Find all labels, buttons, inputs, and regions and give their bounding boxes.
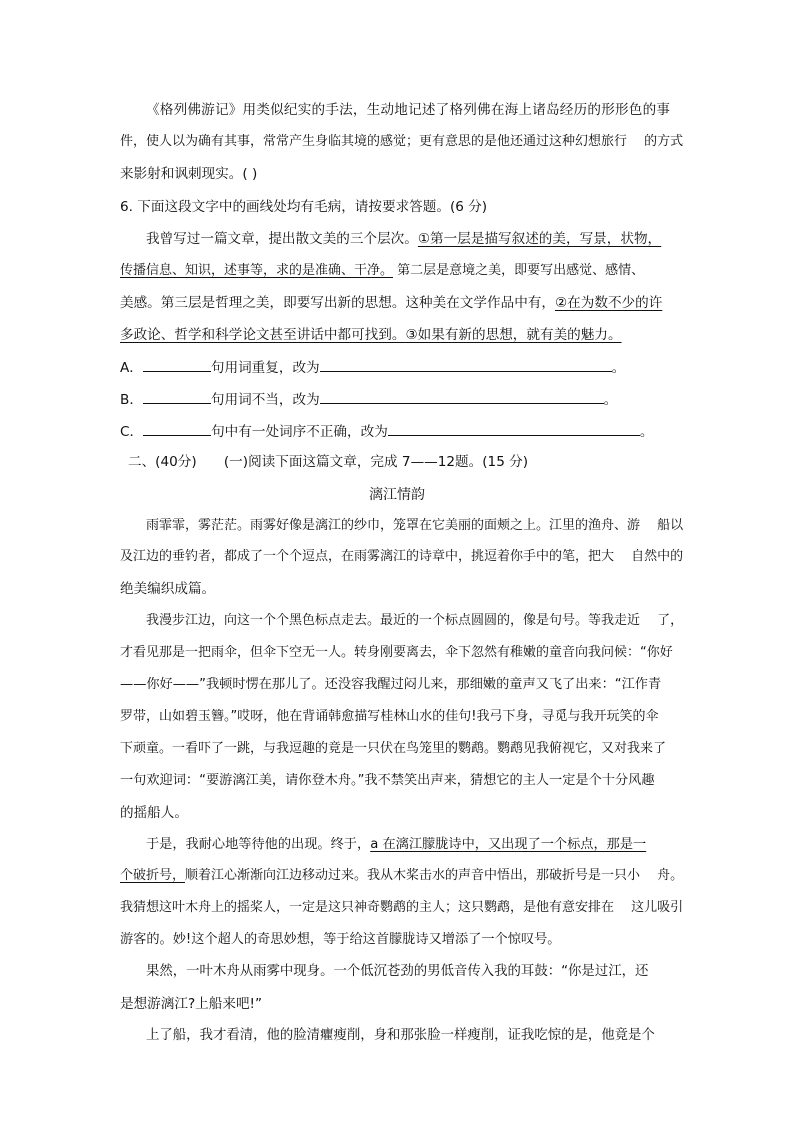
article-para-2-line-1: 我漫步江边，向这一个个黑色标点走去。最近的一个标点圆圆的，像是句号。等我走近 了，	[146, 613, 684, 628]
q6-answer-a	[120, 357, 625, 378]
q6-underline-2-cont: 多政论、哲学和科学论文甚至讲话中都可找到。	[120, 327, 406, 343]
answer-end: 。	[603, 392, 618, 408]
article-para-2-line-7: 的摇船人。	[120, 805, 188, 821]
q6-underline-3: ③如果有新的思想，就有美的魅力。	[405, 327, 622, 343]
article-para-2-line-6: 一句欢迎词：“要游漓江美，请你登木舟。”我不禁笑出声来，猜想它的主人一定是个十分风趣	[120, 773, 655, 788]
p5-line-1: 《格列佛游记》用类似纪实的手法，生动地记述了格列佛在海上诸岛经历的形形色的事	[146, 102, 671, 118]
article-para-4-line-1: 果然，一叶木舟从雨雾中现身。一个低沉苍劲的男低音传入我的耳鼓：“你是过江，还	[146, 964, 649, 979]
answer-c-blank-2[interactable]	[388, 421, 640, 436]
article-para-1-line-1: 雨霏霏，雾茫茫。雨雾好像是漓江的纱巾，笼罩在它美丽的面颊之上。江里的渔舟、游 船以	[146, 518, 684, 533]
answer-text: 句用词重复，改为	[210, 360, 320, 376]
q6-para-line-2	[120, 261, 644, 281]
article-text: 于是，我耐心地等待他的出现。终于，	[146, 837, 371, 852]
answer-end: 。	[611, 360, 626, 376]
q6-underline-1-cont: 传播信息、知识，述事等，求的是准确、干净。	[120, 263, 394, 278]
answer-label: C．	[120, 424, 144, 440]
article-title: 漓江情韵	[369, 487, 425, 503]
answer-end: 。	[639, 424, 654, 440]
q6-text: 美感。第三层是哲理之美，即要写出新的思想。这种美在文学作品中有，	[120, 295, 555, 311]
answer-text: 句中有一处词序不正确，改为	[211, 424, 388, 440]
answer-c-blank-1[interactable]	[143, 421, 211, 436]
p5-line-2: 件，使人以为确有其事，常常产生身临其境的感觉；更有意思的是他还通过这种幻想旅行 的方式	[120, 134, 684, 149]
q6-underline-2: ②在为数不少的许	[555, 295, 663, 311]
article-underline-a: a 在漓江朦胧诗中，又出现了一个标点，那是一	[370, 837, 647, 852]
q6-answer-b	[120, 389, 617, 410]
article-para-3-line-4: 游客的。妙!这个超人的奇思妙想，等于给这首朦胧诗又增添了一个惊叹号。	[120, 932, 561, 947]
p5-line-3: 来影射和讽刺现实。( )	[120, 166, 258, 182]
article-para-1-line-3: 绝美编织成篇。	[120, 581, 216, 597]
article-para-3-line-2	[120, 866, 683, 886]
q6-text: 第二层是意境之美，即要写出感觉、感情、	[393, 263, 645, 278]
q6-answer-c	[120, 421, 653, 442]
answer-a-blank-2[interactable]	[320, 357, 612, 372]
article-para-3-line-1	[146, 835, 646, 855]
article-para-5-line-1: 上了船，我才看清，他的脸清癯瘦削，身和那张脸一样瘦削，证我吃惊的是，他竟是个	[146, 1028, 655, 1043]
article-para-4-line-2: 是想游漓江?上船来吧!”	[120, 996, 263, 1012]
q6-text: 我曾写过一篇文章，提出散文美的三个层次。	[146, 231, 418, 247]
answer-b-blank-1[interactable]	[143, 389, 211, 404]
article-para-2-line-4: 罗带，山如碧玉簪。”哎呀，他在背诵韩愈描写桂林山水的佳句!我弓下身，寻觅与我开玩笑的伞	[120, 709, 659, 724]
section-2-header: 二、(40分) (一)阅读下面这篇文章，完成 7——12题。(15 分)	[128, 454, 529, 470]
q6-underline-1: ①第一层是描写叙述的美，写景，状物，	[417, 231, 662, 247]
article-underline-a-cont: 个破折号，	[120, 868, 186, 883]
article-para-3-line-3: 我猜想这叶木舟上的摇桨人，一定是这只神奇鹦鹉的主人；这只鹦鹉，是他有意安排在 这儿吸引	[120, 900, 684, 915]
q6-para-line-3	[120, 293, 662, 313]
answer-text: 句用词不当，改为	[210, 392, 320, 408]
q6-stem: 6. 下面这段文字中的画线处均有毛病，请按要求答题。(6 分)	[120, 199, 488, 215]
answer-label: A．	[120, 360, 143, 376]
q6-para-line-1	[146, 229, 661, 249]
article-para-2-line-2: 才看见那是一把雨伞，但伞下空无一人。转身刚要离去，伞下忽然有稚嫩的童音向我问候：“你好	[120, 645, 673, 660]
article-text: 顺着江心渐渐向江边移动过来。我从木桨击水的声音中悟出，那破折号是一只小 舟。	[185, 868, 684, 883]
answer-a-blank-1[interactable]	[143, 357, 211, 372]
article-para-2-line-5: 下顽童。一看吓了一跳，与我逗趣的竟是一只伏在鸟笼里的鹦鹉。鹦鹉见我俯视它，又对我来了	[120, 741, 667, 756]
answer-label: B．	[120, 392, 143, 408]
answer-b-blank-2[interactable]	[320, 389, 604, 404]
q6-para-line-4	[120, 325, 622, 345]
article-para-2-line-3: ——你好——”我顿时愣在那儿了。还没容我醒过闷儿来，那细嫩的童声又飞了出来：“江作青	[120, 677, 662, 692]
article-para-1-line-2: 及江边的垂钓者，都成了一个个逗点，在雨雾漓江的诗章中，挑逗着你手中的笔，把大 自然中的	[120, 549, 684, 564]
